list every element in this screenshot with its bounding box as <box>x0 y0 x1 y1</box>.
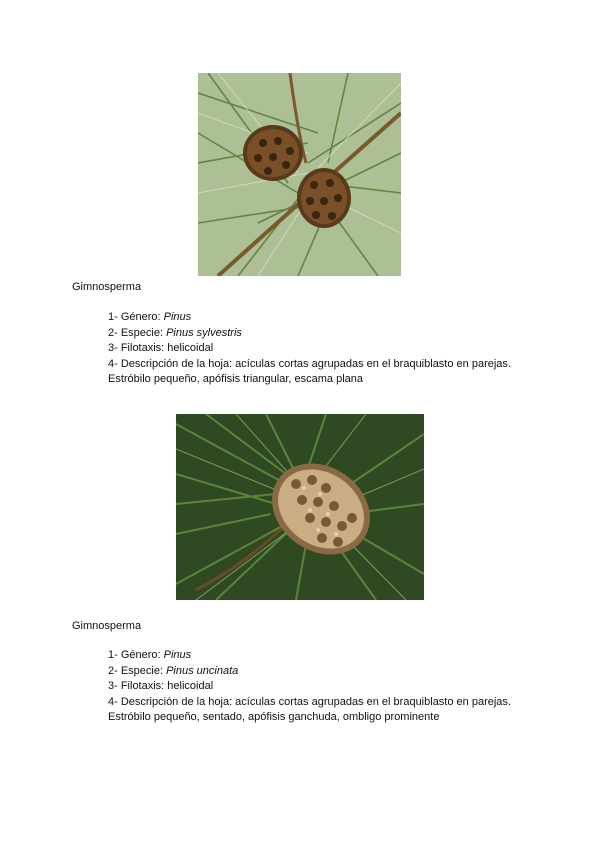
leaf-description-line: 4- Descripción de la hoja: acículas cortas agrupadas en el braquiblasto en parejas. <box>108 357 511 370</box>
strobilus-line: Estróbilo pequeño, sentado, apófisis ganchuda, ombligo prominente <box>108 711 440 723</box>
genus-value: Pinus <box>163 311 192 323</box>
species-value: Pinus sylvestris <box>166 326 242 339</box>
leaf-description-line: 4- Descripción de la hoja: acículas cortas agrupadas en el braquiblasto en parejas. <box>108 695 511 708</box>
phyllotaxis-line: 3- Filotaxis: helicoidal <box>108 342 214 354</box>
phyllotaxis-line: 3- Filotaxis: helicoidal <box>108 680 214 692</box>
species-value: Pinus uncinata <box>166 664 239 677</box>
group-label: Gimnosperma <box>72 620 142 632</box>
species-label: 2- Especie: <box>108 326 164 339</box>
genus-line <box>108 648 511 664</box>
species-line <box>108 326 511 342</box>
pinus-sylvestris-photo <box>198 73 401 276</box>
specimen-details <box>108 648 511 726</box>
genus-value: Pinus <box>163 649 192 661</box>
species-label: 2- Especie: <box>108 664 164 677</box>
genus-label: 1- Género: <box>108 311 161 323</box>
group-label: Gimnosperma <box>72 281 142 293</box>
genus-label: 1- Género: <box>108 649 161 661</box>
species-line <box>108 664 511 680</box>
strobilus-line: Estróbilo pequeño, apófisis triangular, escama plana <box>108 373 363 385</box>
specimen-details <box>108 310 511 388</box>
pinus-uncinata-photo <box>176 414 424 600</box>
genus-line <box>108 310 511 326</box>
